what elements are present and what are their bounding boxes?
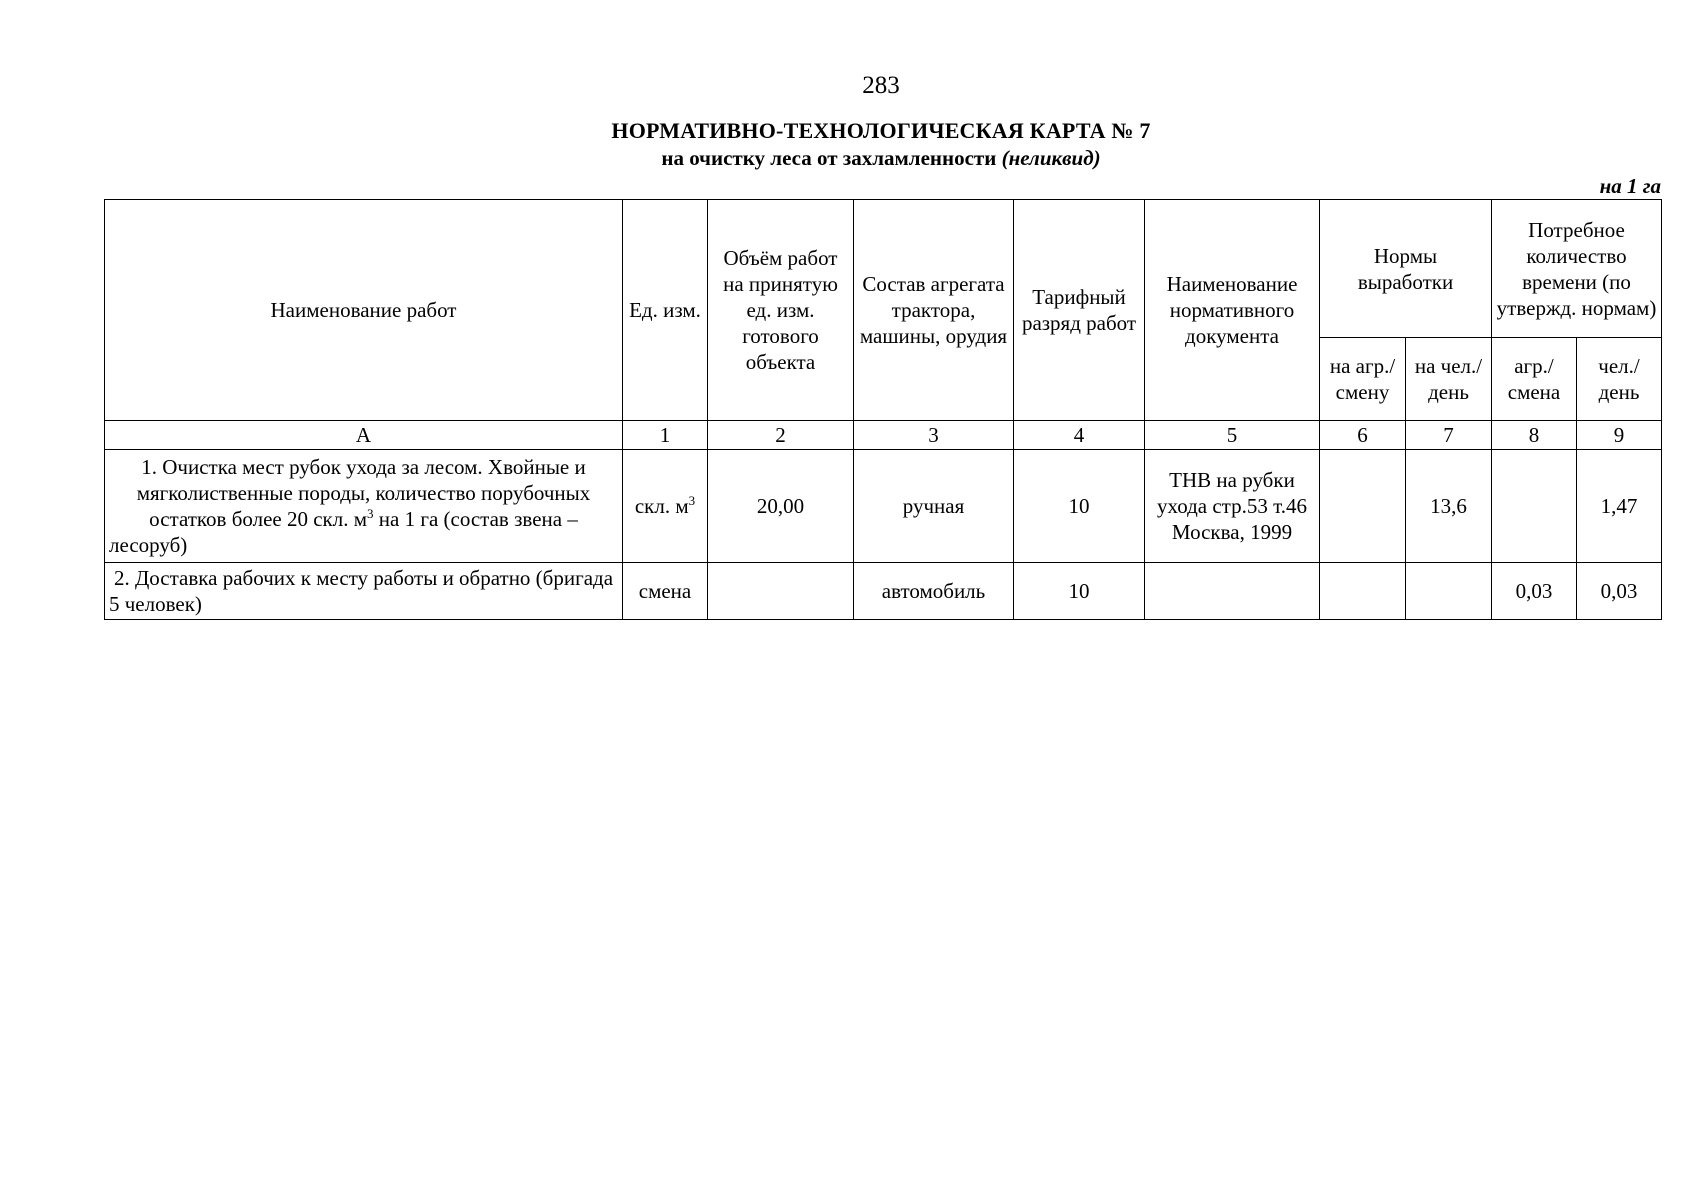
column-number: 3: [854, 421, 1014, 450]
header-volume: Объём работ на принятую ед. изм. готового объекта: [708, 200, 854, 421]
column-number: 1: [623, 421, 708, 450]
output-per-unit-cell: [1320, 563, 1406, 620]
normative-table: [104, 199, 1662, 620]
unit-text: скл. м: [634, 494, 689, 518]
column-number: 4: [1014, 421, 1145, 450]
column-number: А: [105, 421, 623, 450]
work-name-text: 1. Очистка мест рубок ухода за лесом. Хвойные и мягколиственные породы, количество порубочных остатков более 20 скл. м: [136, 455, 591, 531]
header-unit: Ед. изм.: [623, 200, 708, 421]
header-normative-doc: Наименование нормативного документа: [1145, 200, 1320, 421]
column-number: 5: [1145, 421, 1320, 450]
header-output-per-unit: на агр./ смену: [1320, 338, 1406, 421]
work-name-tail: на 1 га (состав звена – лесоруб): [109, 507, 578, 557]
output-per-person-cell: 13,6: [1406, 450, 1492, 563]
normative-doc-cell: ТНВ на рубки ухода стр.53 т.46 Москва, 1999: [1145, 450, 1320, 563]
output-per-person-cell: [1406, 563, 1492, 620]
time-per-person-cell: 0,03: [1577, 563, 1662, 620]
header-time-per-person: чел./ день: [1577, 338, 1662, 421]
column-number: 8: [1492, 421, 1577, 450]
work-name-cell: 2. Доставка рабочих к месту работы и обратно (бригада 5 человек): [105, 563, 623, 620]
column-number: 7: [1406, 421, 1492, 450]
table-row: [105, 450, 1662, 563]
output-per-unit-cell: [1320, 450, 1406, 563]
column-number: 2: [708, 421, 854, 450]
subtitle-italic: (неликвид): [1001, 146, 1101, 170]
volume-cell: [708, 563, 854, 620]
time-per-person-cell: 1,47: [1577, 450, 1662, 563]
work-name-cell: [105, 450, 623, 563]
header-output-norms: Нормы выработки: [1320, 200, 1492, 338]
unit-composition-cell: автомобиль: [854, 563, 1014, 620]
header-time-per-unit: агр./ смена: [1492, 338, 1577, 421]
document-title: НОРМАТИВНО-ТЕХНОЛОГИЧЕСКАЯ КАРТА № 7: [611, 118, 1151, 143]
normative-doc-cell: [1145, 563, 1320, 620]
subtitle-main: на очистку леса от захламленности: [661, 146, 1002, 170]
header-time-required: Потребное количество времени (по утвержд. нормам): [1492, 200, 1662, 338]
table-row: [105, 563, 1662, 620]
superscript: 3: [367, 506, 374, 521]
tariff-cell: 10: [1014, 450, 1145, 563]
header-unit-composition: Состав агрегата трактора, машины, орудия: [854, 200, 1014, 421]
document-subtitle: [0, 146, 1697, 171]
column-number-row: [105, 421, 1662, 450]
superscript: 3: [688, 493, 696, 508]
unit-cell: смена: [623, 563, 708, 620]
header-output-per-person: на чел./ день: [1406, 338, 1492, 421]
page-number: 283: [862, 72, 900, 99]
volume-cell: 20,00: [708, 450, 854, 563]
header-work-name: Наименование работ: [105, 200, 623, 421]
time-per-unit-cell: 0,03: [1492, 563, 1577, 620]
unit-cell: [623, 450, 708, 563]
header-tariff: Тарифный разряд работ: [1014, 200, 1145, 421]
unit-note: на 1 га: [1599, 174, 1661, 198]
tariff-cell: 10: [1014, 563, 1145, 620]
unit-composition-cell: ручная: [854, 450, 1014, 563]
time-per-unit-cell: [1492, 450, 1577, 563]
column-number: 6: [1320, 421, 1406, 450]
column-number: 9: [1577, 421, 1662, 450]
